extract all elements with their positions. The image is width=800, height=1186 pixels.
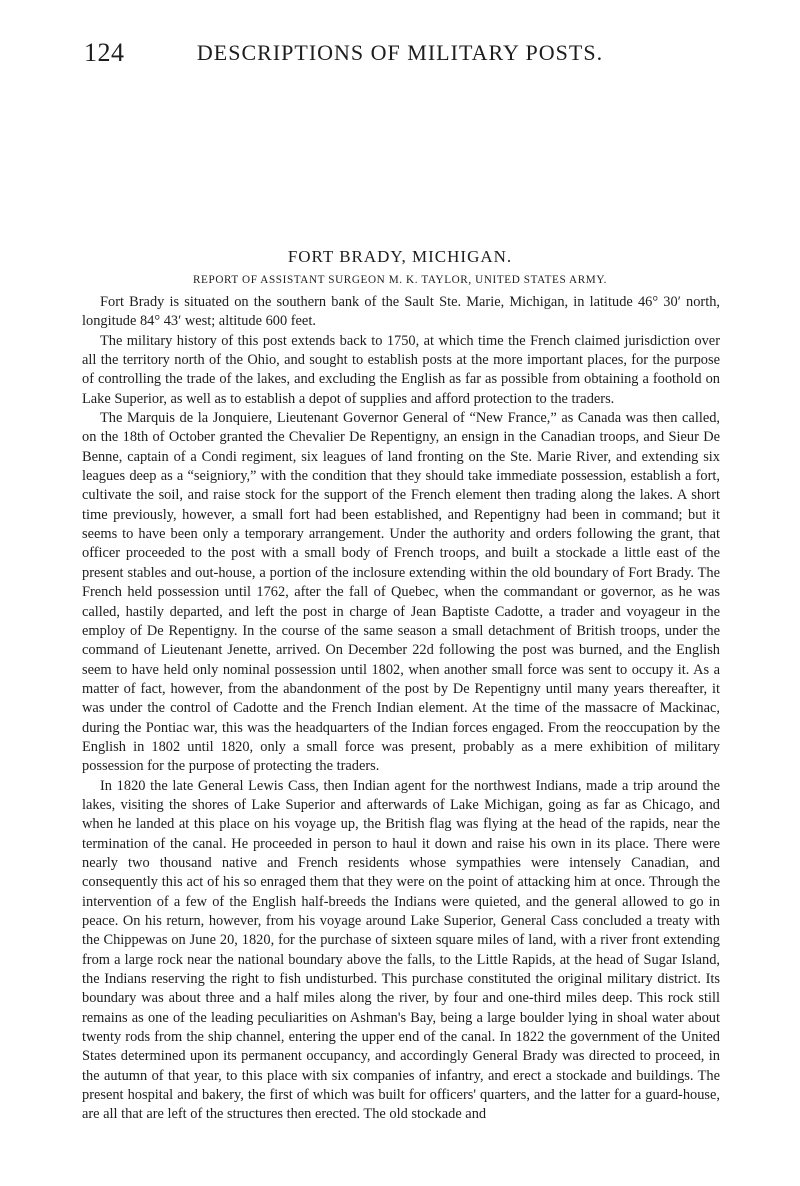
paragraph-military-history: The military history of this post extends back to 1750, at which time the French claimed jurisdiction over all the territory north of the Ohio, and sought to establish posts at the more important places, for the purpose of controlling the trade of the lakes, and excluding the English as far as possible from obtaining a foothold on Lake Superior, as well as to establish a depot of supplies and afford protection to the traders.	[82, 332, 720, 407]
paragraph-french-grant: The Marquis de la Jonquiere, Lieutenant Governor General of “New France,” as Canada was then called, on the 18th of October granted the Chevalier De Repentigny, an ensign in the Canadian troops, and Sieur De Benne, captain of a Condi regiment, six leagues of land fronting on the Ste. Marie River, and extending six leagues deep as a “seigniory,” with the condition that they should take immediate possession, establish a fort, cultivate the soil, and raise stock for the support of the French element then trading along the lakes. A short time previously, however, a small fort had been established, and Repentigny had been in command; but it seems to have been only a temporary arrangement. Under the authority and orders following the grant, that officer proceeded to the post with a small body of French troops, and built a stockade a little east of the present stables and out-house, a portion of the inclosure extending within the old boundary of Fort Brady. The French held possession until 1762, after the fall of Quebec, when the commandant or governor, as he was called, hastily departed, and left the post in charge of Jean Baptiste Cadotte, a trader and voyageur in the employ of De Repentigny. In the course of the same season a small detachment of British troops, under the command of Lieutenant Jenette, arrived. On December 22d following the post was burned, and the English seem to have held only nominal possession until 1802, when another small force was sent to occupy it. As a matter of fact, however, from the abandonment of the post by De Repentigny until many years thereafter, it was under the control of Cadotte and the French Indian element. At the time of the massacre of Mackinac, during the Pontiac war, this was the headquarters of the Indian forces engaged. From the reoccupation by the English in 1802 until 1820, only a small force was present, probably as a mere exhibition of military possession for the purpose of protecting the traders.	[82, 410, 720, 775]
running-header-title: DESCRIPTIONS OF MILITARY POSTS.	[196, 40, 604, 65]
running-header	[0, 38, 800, 68]
page-number: 124	[84, 38, 125, 67]
article-title: FORT BRADY, MICHIGAN.	[287, 247, 513, 266]
article-body	[82, 293, 720, 1125]
paragraph-location: Fort Brady is situated on the southern bank of the Sault Ste. Marie, Michigan, in latitude 46° 30′ north, longitude 84° 43′ west; altitude 600 feet.	[82, 294, 720, 330]
paragraph-cass-expedition: In 1820 the late General Lewis Cass, then Indian agent for the northwest Indians, made a trip around the lakes, visiting the shores of Lake Superior and afterwards of Lake Michigan, going as far as Chicago, and when he landed at this place on his voyage up, the British flag was flying at the head of the rapids, near the termination of the canal. He proceeded in person to haul it down and raise his own in its place. There were nearly two thousand native and French residents whose sympathies were intensely Canadian, and consequently this act of his so enraged them that they were on the point of attacking him at once. Through the intervention of a few of the English half-breeds the Indians were quieted, and the general allowed to go in peace. On his return, however, from his voyage around Lake Superior, General Cass concluded a treaty with the Chippewas on June 20, 1820, for the purchase of sixteen square miles of land, with a river front extending from a large rock near the national boundary above the falls, to the Little Rapids, at the head of Sugar Island, the Indians reserving the right to fish undisturbed. This purchase constituted the original military district. Its boundary was about three and a half miles along the river, by four and one-third miles deep. This rock still remains as one of the leading peculiarities on Ashman's Bay, being a large boulder lying in shoal water about twenty rods from the ship channel, entering the upper end of the canal. In 1822 the government of the United States determined upon its permanent occupancy, and accordingly General Brady was directed to proceed, in the autumn of that year, to this place with six companies of infantry, and erect a stockade and buildings. The present hospital and bakery, the first of which was built for officers' quarters, and the latter for a guard-house, are all that are left of the structures then erected. The old stockade and	[82, 777, 720, 1123]
report-byline: REPORT OF ASSISTANT SURGEON M. K. TAYLOR, UNITED STATES ARMY.	[193, 274, 607, 286]
